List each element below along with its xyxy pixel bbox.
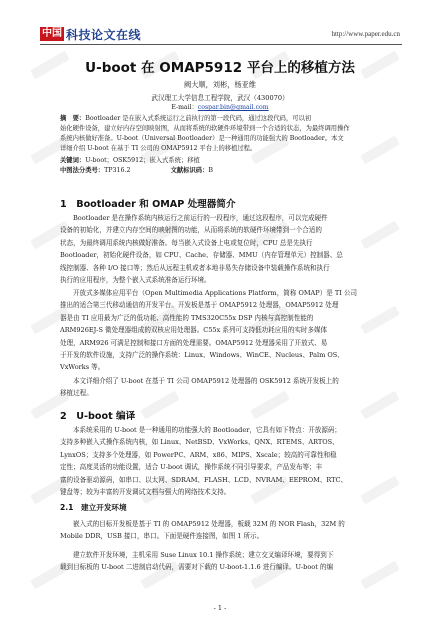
clc-label: 中图法分类号：	[60, 167, 105, 174]
site-url-link[interactable]: http://www.paper.edu.cn	[331, 30, 400, 38]
subsection-paragraph-2	[60, 549, 382, 574]
text-line: 本文详细介绍了 U-boot 在基于 TI 公司 OMAP5912 处理器的 OSK5912 系统开发板上的	[73, 377, 339, 385]
keywords-label: 关键词：	[60, 157, 86, 164]
paper-title: U-boot 在 OMAP5912 平台上的移植方法	[85, 60, 355, 76]
logo-site-name: 科技论文在线	[66, 27, 142, 42]
abstract-line: 系统内核做好准备。U-boot（Universal Bootloader）是一种通用的功能强大的 Bootloader。本文	[60, 135, 344, 142]
text-line: 器是由 TI 应用最为广泛的低功耗、高性能的 TMS320C55x DSP 内核与高控制性能的	[60, 313, 314, 322]
text-line: 本系统采用的 U-boot 是一种通用的功能强大的 Bootloader，它具有如下特点：开放源码；	[73, 426, 341, 434]
text-line: 支持多种嵌入式操作系统内核，如 Linux、NetBSD、VxWorks、QNX、RTEMS、ARTOS、	[60, 438, 339, 447]
email-label: E-mail：	[171, 104, 198, 111]
text-line: 载到目标板的 U-boot 二进制启动代码，需要对下载的 U-boot-1.1.6 进行编译。U-boot 的编	[60, 563, 334, 572]
classification-row	[60, 165, 380, 174]
paper-email-line	[0, 102, 440, 111]
doc-code-label: 文献标识码：	[170, 167, 209, 174]
abstract-line: 始化硬件设备，建立好内存空间映射图，从而将系统的软硬件环境带到一个合适的状态，为最终调用操作	[60, 125, 350, 132]
section1-paragraph-2	[60, 287, 382, 374]
paper-affiliation: 武汉理工大学信息工程学院，武汉（430070）	[151, 94, 289, 102]
text-line: 移植过程。	[60, 389, 93, 398]
text-line: 线控制器、各种 I/O 接口等；然后从远程主机或者本地非易失存储设备中装载操作系统和执行	[60, 263, 330, 272]
text-line: ARM926EJ-S 微处理器组成的双核应用处理器。C55x 系列可支持低功耗应用的实时多媒体	[60, 326, 328, 335]
section1-paragraph-3	[60, 375, 382, 400]
text-line: VxWorks 等。	[60, 363, 105, 372]
keywords-row	[60, 155, 380, 164]
subsection-heading-2-1: 2.1 建立开发环境	[60, 503, 127, 512]
abstract-text: Bootloader 是在嵌入式系统运行之前执行的第一段代码，通过这段代码，可以初	[85, 115, 312, 122]
paper-abstract	[60, 114, 380, 154]
text-line: LynxOS；支持多个处理器，如 PowerPC、ARM、x86、MIPS、Xscale；较高的可靠性和稳	[60, 450, 337, 459]
text-line: 开放式多媒体应用平台（Open Multimedia Applications Platform，简称 OMAP）是 TI 公司	[73, 289, 357, 297]
text-line: 执行的应用程序，为整个嵌入式系统准备运行环境。	[60, 276, 211, 285]
section2-paragraph-1	[60, 424, 382, 498]
text-line: Bootloader 是在操作系统内核运行之前运行的一段程序，通过这段程序，可以完成硬件	[73, 214, 328, 222]
text-line: Mobile DDR，USB 接口，串口。下面是硬件连接图，如图 1 所示。	[60, 532, 264, 541]
paper-authors: 阙大顺，刘彬，杨亚维	[184, 80, 256, 89]
abstract-line: 详细介绍 U-boot 在基于 TI 公司的 OMAP5912 平台上的移植过程。	[60, 145, 257, 152]
site-header	[40, 26, 400, 44]
site-logo[interactable]	[40, 26, 141, 42]
section-heading-1: 1 Bootloader 和 OMAP 处理器简介	[60, 199, 236, 210]
text-line: 推出的适合第三代移动通信的开发平台。开发板是基于 OMAP5912 处理器，OMAP5912 处理	[60, 301, 339, 310]
header-divider	[40, 44, 402, 45]
text-line: Bootloader，初始化硬件设备，如 CPU、Cache、存储器、MMU（内存管理单元）控制器、总	[60, 251, 343, 260]
text-line: 键盘等；较为丰富的开发调试文档与强大的网络技术支持。	[60, 488, 231, 497]
abstract-label: 摘 要：	[60, 115, 86, 122]
section-heading-2: 2 U-boot 编译	[60, 411, 136, 422]
page-number: - 1 -	[213, 604, 227, 612]
subsection-paragraph-1	[60, 518, 382, 543]
text-line: 设备的初始化，并建立内存空间的映射图的功能，从而将系统的软硬件环境带到一个合适的	[60, 226, 322, 235]
text-line: 富的设备驱动源码，如串口、以太网、SDRAM、FLASH、LCD、NVRAM、EEPROM、RTC、	[60, 475, 348, 484]
keywords-text: U-boot；OSK5912；嵌入式系统；移植	[85, 157, 200, 164]
text-line: 定性；高度灵活的功能设置，适合 U-boot 调试，操作系统不同引导要求，产品发布等；丰	[60, 463, 323, 472]
text-line: 建立软件开发环境，主机采用 Suse Linux 10.1 操作系统；建立交叉编译环境，要得到下	[73, 551, 334, 559]
text-line: 状态，为最终调用系统内核做好准备。每当嵌入式设备上电或复位时，CPU 总是先执行	[60, 238, 313, 247]
text-line: 于开发的软件设施，支持广泛的操作系统：Linux、Windows、WinCE、Nucleus、Palm OS、	[60, 351, 344, 360]
section1-paragraph-1	[60, 212, 382, 286]
text-line: 嵌入式的目标开发板是基于 TI 的 OMAP5912 处理器，板载 32M 的 NOR Flash，32M 的	[73, 520, 345, 528]
text-line: 处理，ARM926 可满足控制和接口方面的处理需要。OMAP5912 处理器采用了开放式、易	[60, 338, 328, 347]
email-link[interactable]: cospar.bin@gmail.com	[197, 104, 269, 111]
clc-value: TP316.2	[104, 167, 131, 174]
abstract-line	[60, 114, 380, 124]
logo-china-badge: 中国	[42, 28, 62, 39]
doc-code-value: B	[208, 167, 213, 174]
